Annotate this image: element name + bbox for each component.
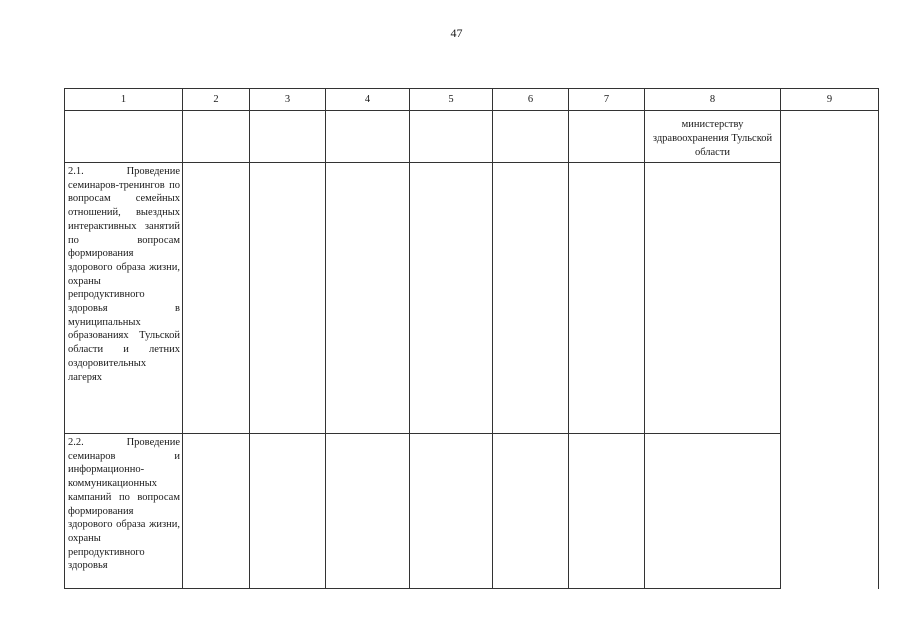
header-cell: 2 bbox=[183, 89, 250, 111]
table-cell bbox=[493, 163, 569, 434]
table-cell bbox=[326, 163, 410, 434]
table-cell bbox=[645, 434, 781, 589]
table-cell bbox=[326, 111, 410, 163]
activity-2-1-cell: 2.1. Проведение семинаров-тренингов по вопросам семейных отношений, выездных интерактивных занятий по вопросам формирования здорового образа жизни, охраны репродуктивного здоровья в муниципальных образованиях Тульской области и летних оздоровительных лагерях bbox=[65, 163, 183, 434]
header-cell: 5 bbox=[410, 89, 493, 111]
table-cell bbox=[183, 111, 250, 163]
table-cell bbox=[183, 163, 250, 434]
document-table bbox=[64, 88, 879, 589]
page-number: 47 bbox=[450, 26, 463, 40]
table-cell bbox=[250, 111, 326, 163]
header-cell: 3 bbox=[250, 89, 326, 111]
table-cell bbox=[326, 434, 410, 589]
header-cell: 9 bbox=[781, 89, 879, 111]
table-cell bbox=[410, 111, 493, 163]
header-cell: 1 bbox=[65, 89, 183, 111]
table-cell bbox=[493, 434, 569, 589]
table-cell bbox=[493, 111, 569, 163]
table-cell bbox=[250, 163, 326, 434]
responsible-executor-cell: министерству здравоохранения Тульской области bbox=[645, 111, 781, 163]
table-cell bbox=[569, 434, 645, 589]
header-cell: 7 bbox=[569, 89, 645, 111]
table-cell bbox=[645, 163, 781, 434]
activity-2-2-cell: 2.2. Проведение семинаров и информационно-коммуникационных кампаний по вопросам формирования здорового образа жизни, охраны репродуктивного здоровья bbox=[65, 434, 183, 589]
table-row bbox=[65, 111, 879, 163]
header-cell: 4 bbox=[326, 89, 410, 111]
table-row bbox=[65, 434, 879, 589]
table-header-row bbox=[65, 89, 879, 111]
table-cell bbox=[183, 434, 250, 589]
table-cell bbox=[250, 434, 326, 589]
table-cell bbox=[569, 111, 645, 163]
header-cell: 8 bbox=[645, 89, 781, 111]
table-cell bbox=[410, 163, 493, 434]
table-cell bbox=[65, 111, 183, 163]
table-cell bbox=[569, 163, 645, 434]
table-cell bbox=[781, 111, 879, 589]
table-row bbox=[65, 163, 879, 434]
table-cell bbox=[410, 434, 493, 589]
header-cell: 6 bbox=[493, 89, 569, 111]
